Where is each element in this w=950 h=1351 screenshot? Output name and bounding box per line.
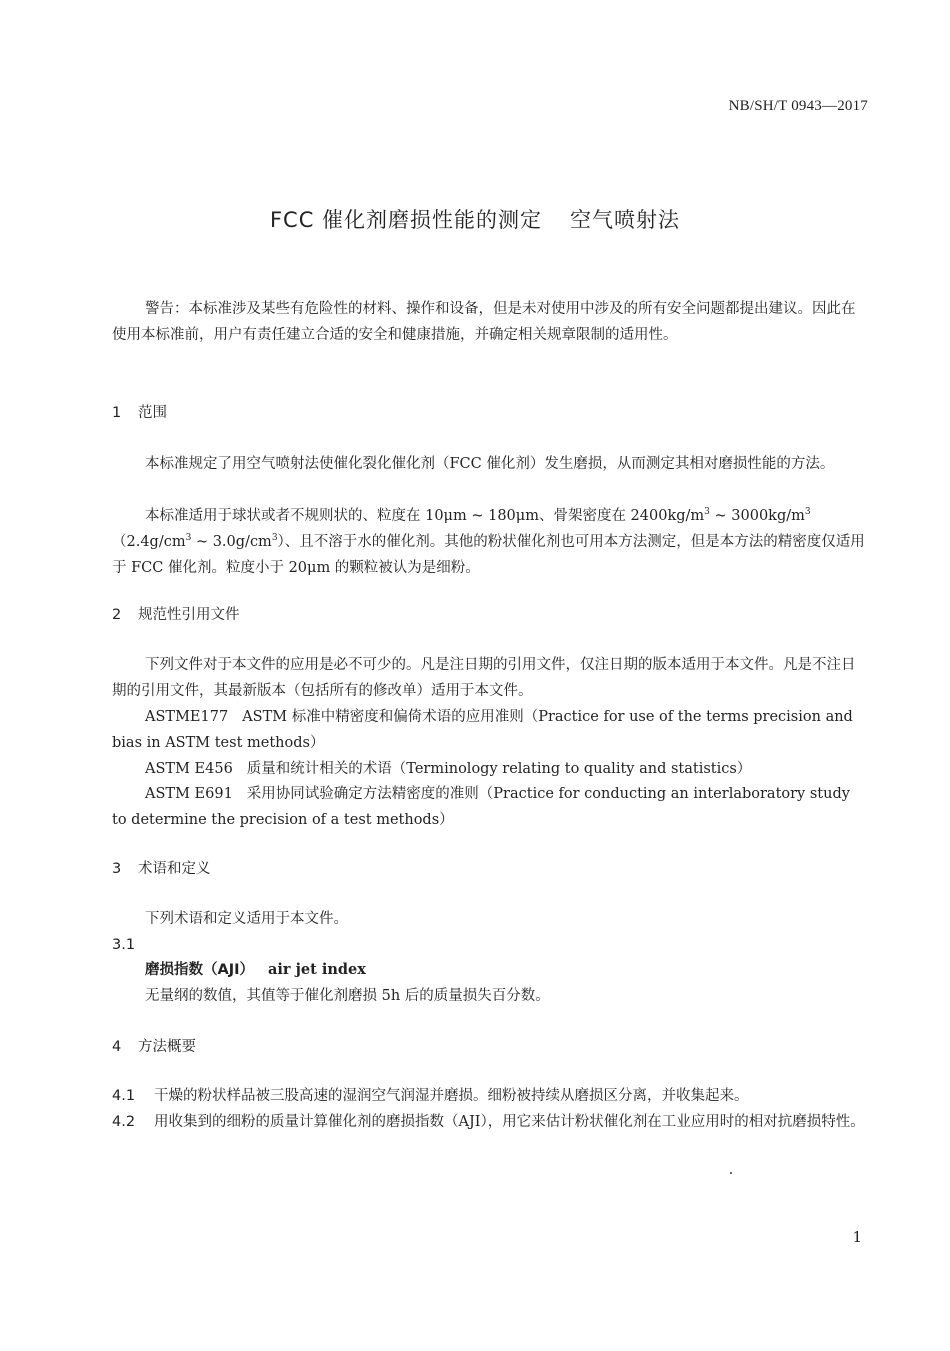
superscript: 3 bbox=[704, 507, 710, 517]
reference-item bbox=[112, 704, 868, 756]
section-3-heading bbox=[112, 856, 868, 882]
section-number: 4 bbox=[112, 1039, 122, 1055]
term-english: air jet index bbox=[268, 961, 366, 978]
section-number: 1 bbox=[112, 405, 122, 421]
section-title: 规范性引用文件 bbox=[138, 607, 240, 623]
standard-number: NB/SH/T 0943—2017 bbox=[728, 98, 868, 114]
warning-paragraph: 警告：本标准涉及某些有危险性的材料、操作和设备，但是未对使用中涉及的所有安全问题都提出建议。因此在使用本标准前，用户有责任建立合适的安全和健康措施，并确定相关规章限制的适用性。 bbox=[112, 301, 856, 343]
scope-paragraph-2 bbox=[112, 503, 868, 581]
term-definition: 无量纲的数值，其值等于催化剂磨损 5h 后的质量损失百分数。 bbox=[145, 988, 550, 1004]
section-4-heading bbox=[112, 1034, 868, 1060]
scope-text-e: ）、且不溶于水的催化剂。其他的粉状催化剂也可用本方法测定，但是本方法的精密度仅适用于 FCC 催化剂。粒度小于 20μm 的颗粒被认为是细粉。 bbox=[112, 534, 865, 576]
scope-paragraph-1: 本标准规定了用空气喷射法使催化裂化催化剂（FCC 催化剂）发生磨损，从而测定其相对磨损性能的方法。 bbox=[145, 456, 835, 472]
term-heading bbox=[112, 957, 868, 983]
reference-code: ASTM E691 bbox=[145, 786, 233, 802]
title-main: FCC 催化剂磨损性能的测定 bbox=[269, 208, 543, 232]
section-number: 3 bbox=[112, 861, 122, 877]
reference-text: 采用协同试验确定方法精密度的准则（Practice for conducting an interlaboratory study to determine the precision of a test methods） bbox=[112, 786, 850, 828]
reference-code: ASTME177 bbox=[145, 709, 229, 725]
superscript: 3 bbox=[804, 507, 811, 517]
term-number: 3.1 bbox=[112, 937, 136, 953]
document-title bbox=[0, 204, 950, 234]
summary-item bbox=[112, 1083, 868, 1109]
page-number: 1 bbox=[852, 1228, 862, 1246]
clause-number: 4.1 bbox=[112, 1088, 136, 1104]
terms-intro: 下列术语和定义适用于本文件。 bbox=[145, 911, 348, 927]
scope-text-b: ~ 3000kg/m bbox=[709, 508, 805, 524]
section-title: 方法概要 bbox=[138, 1039, 196, 1055]
section-title: 术语和定义 bbox=[138, 861, 211, 877]
clause-text: 用收集到的细粉的质量计算催化剂的磨损指数（AJI），用它来估计粉状催化剂在工业应用时的相对抗磨损特性。 bbox=[154, 1114, 865, 1130]
scope-text-c: （2.4g/cm bbox=[112, 534, 186, 550]
scan-speck bbox=[730, 1172, 732, 1174]
section-1-heading bbox=[112, 400, 868, 426]
references-intro: 下列文件对于本文件的应用是必不可少的。凡是注日期的引用文件，仅注日期的版本适用于本文件。凡是不注日期的引用文件，其最新版本（包括所有的修改单）适用于本文件。 bbox=[112, 657, 856, 699]
reference-item bbox=[112, 756, 868, 782]
superscript: 3 bbox=[185, 533, 192, 543]
clause-text: 干燥的粉状样品被三股高速的湿润空气润湿并磨损。细粉被持续从磨损区分离，并收集起来。 bbox=[154, 1088, 749, 1104]
reference-text: 质量和统计相关的术语（Terminology relating to quality and statistics） bbox=[246, 761, 752, 777]
clause-number: 4.2 bbox=[112, 1114, 136, 1130]
scope-text-d: ~ 3.0g/cm bbox=[191, 534, 272, 550]
reference-code: ASTM E456 bbox=[145, 761, 233, 777]
reference-text: ASTM 标准中精密度和偏倚术语的应用准则（Practice for use of the terms precision and bias in ASTM test methods） bbox=[112, 709, 853, 751]
term-chinese: 磨损指数（AJI） bbox=[145, 962, 255, 978]
reference-item bbox=[112, 781, 868, 833]
scope-text-a: 本标准适用于球状或者不规则状的、粒度在 10μm ~ 180μm、骨架密度在 2400kg/m bbox=[145, 508, 705, 524]
summary-item bbox=[112, 1109, 868, 1135]
section-2-heading bbox=[112, 602, 868, 628]
section-number: 2 bbox=[112, 607, 122, 623]
title-sub: 空气喷射法 bbox=[570, 208, 681, 232]
section-title: 范围 bbox=[138, 405, 167, 421]
superscript: 3 bbox=[271, 533, 278, 543]
